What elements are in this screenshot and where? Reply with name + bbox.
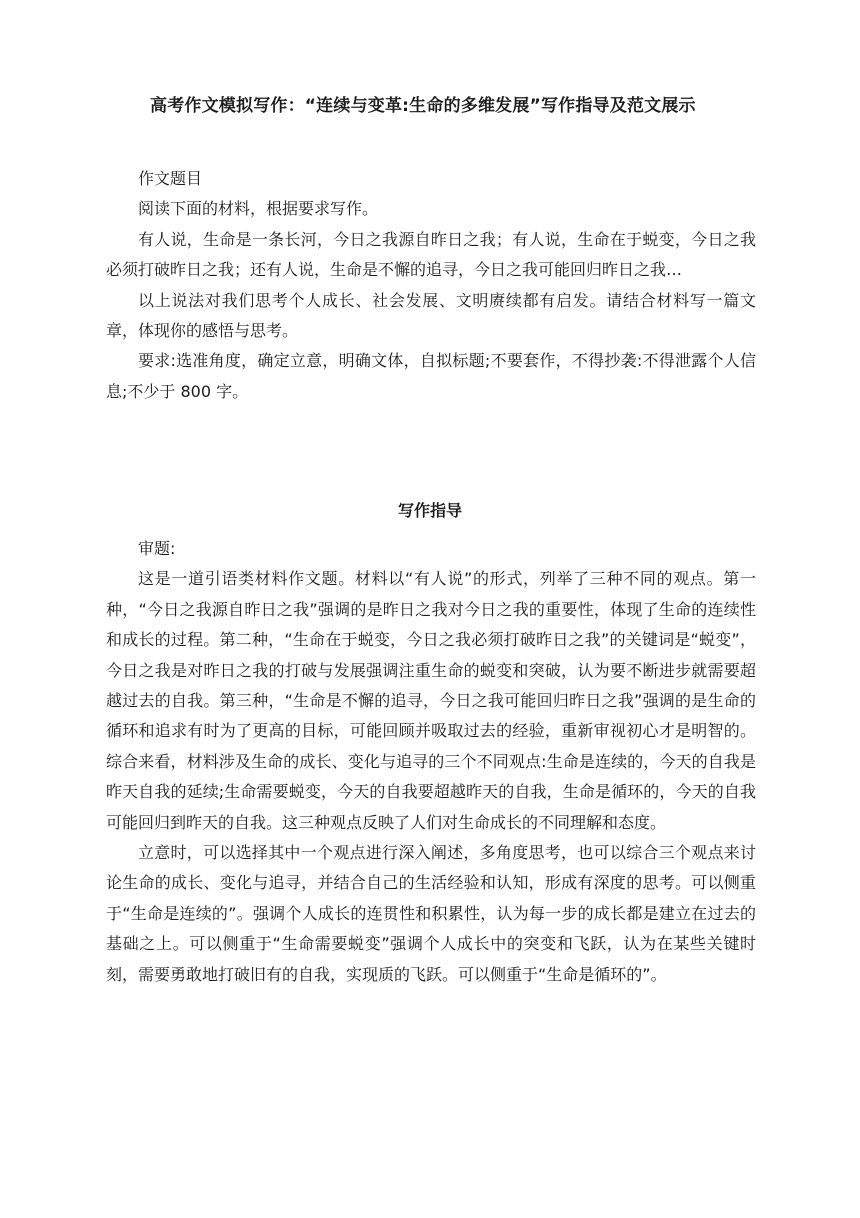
guidance-heading: 写作指导 [397,501,462,520]
document-title: 高考作文模拟写作：“连续与变革:生命的多维发展”写作指导及范文展示 [150,96,696,116]
prompt-inspiration: 以上说法对我们思考个人成长、社会发展、文明赓续都有启发。请结合材料写一篇文章，体现你的感悟与思考。 [106,290,756,341]
prompt-material: 有人说，生命是一条长河，今日之我源自昨日之我；有人说，生命在于蜕变，今日之我必须打破昨日之我；还有人说，生命是不懈的追寻，今日之我可能回归昨日之我… [106,229,756,280]
guidance-section [106,534,756,990]
prompt-requirements: 要求:选准角度，确定立意，明确文体，自拟标题;不要套作，不得抄袭:不得泄露个人信息;不少于 800 字。 [106,351,756,401]
intent-paragraph: 立意时，可以选择其中一个观点进行深入阐述，多角度思考，也可以综合三个观点来讨论生命的成长、变化与追寻，并结合自己的生活经验和认知，形成有深度的思考。可以侧重于“生命是连续的”。强调个人成长的连贯性和积累性，认为每一步的成长都是建立在过去的基础之上。可以侧重于“生命需要蜕变”强调个人成长中的突变和飞跃，认为在某些关键时刻，需要勇敢地打破旧有的自我，实现质的飞跃。可以侧重于“生命是循环的”。 [106,843,756,984]
prompt-instruction: 阅读下面的材料，根据要求写作。 [138,199,379,219]
prompt-label: 作文题目 [138,169,203,188]
prompt-section [106,164,756,407]
analysis-paragraph: 这是一道引语类材料作文题。材料以“有人说”的形式，列举了三种不同的观点。第一种，“今日之我源自昨日之我”强调的是昨日之我对今日之我的重要性，体现了生命的连续性和成长的过程。第二种，“生命在于蜕变，今日之我必须打破昨日之我”的关键词是“蜕变”，今日之我是对昨日之我的打破与发展强调注重生命的蜕变和突破，认为要不断进步就需要超越过去的自我。第三种，“生命是不懈的追寻，今日之我可能回归昨日之我”强调的是生命的循环和追求有时为了更高的目标，可能回顾并吸取过去的经验，重新审视初心才是明智的。综合来看，材料涉及生命的成长、变化与追寻的三个不同观点:生命是连续的，今天的自我是昨天自我的延续;生命需要蜕变，今天的自我要超越昨天的自我，生命是循环的，今天的自我可能回归到昨天的自我。这三种观点反映了人们对生命成长的不同理解和态度。 [106,569,756,832]
review-label: 审题: [138,539,176,558]
